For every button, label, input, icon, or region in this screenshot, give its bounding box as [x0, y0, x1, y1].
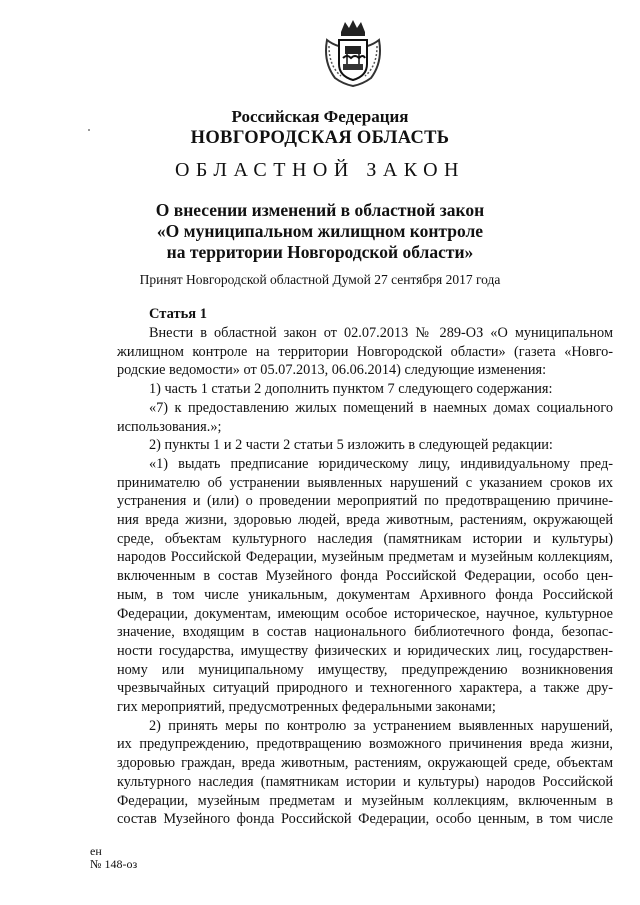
body-line: использования.»;	[117, 418, 222, 435]
body-line: ния вреда жизни, здоровью людей, вреда животным, растениям, окружающей	[117, 512, 613, 529]
body-line: состав Музейного фонда Российской Федерации, особо ценным, в том числе	[117, 811, 613, 828]
oblast-heading: НОВГОРОДСКАЯ ОБЛАСТЬ	[190, 128, 450, 148]
body-line: гих мероприятий, предусмотренных федеральными законами;	[117, 699, 496, 716]
body-line: жилищном контроле на территории Новгородской области» (газета «Новго-	[117, 343, 613, 360]
body-line: их предупреждению, предотвращению возможного причинения вреда жизни,	[117, 736, 613, 753]
body-line: «1) выдать предписание юридическому лицу, индивидуальному пред-	[149, 455, 613, 472]
law-title-line: «О муниципальном жилищном контроле	[156, 221, 484, 241]
article-heading: Статья 1	[149, 306, 207, 322]
body-line: «7) к предоставлению жилых помещений в наемных домах социального	[149, 399, 613, 416]
law-title-line: на территории Новгородской области»	[166, 242, 474, 262]
body-line: значение, входящим в состав национального библиотечного фонда, безопас-	[117, 624, 613, 641]
body-line: народов Российской Федерации, музейным предметам и музейным коллекциям,	[117, 549, 613, 566]
body-line: ности государства, имуществу физических и юридических лиц, государствен-	[117, 642, 613, 659]
law-type-heading: ОБЛАСТНОЙ ЗАКОН	[174, 159, 466, 181]
article-body	[117, 305, 613, 829]
body-line: родские ведомости» от 05.07.2013, 06.06.2014) следующие изменения:	[117, 362, 547, 379]
body-line: 2) принять меры по контролю за устранением выявленных нарушений,	[149, 717, 613, 734]
law-title	[0, 200, 640, 263]
body-line: Федерации, музейным предметам и музейным коллекциям, включенным в	[117, 792, 613, 809]
coat-of-arms-icon	[321, 18, 385, 88]
document-footer	[90, 845, 137, 871]
body-line: Внести в областной закон от 02.07.2013 № 289-ОЗ «О муниципальном	[149, 325, 613, 341]
body-line: ному или муниципальному имуществу, предупреждению возникновения	[117, 661, 613, 678]
adoption-note: Принят Новгородской областной Думой 27 сентября 2017 года	[139, 272, 501, 287]
body-line: среде, объектам культурного наследия (памятникам истории и культуры)	[117, 530, 613, 547]
body-line: Федерации, документам, имеющим особое историческое, научное, культурное	[117, 605, 613, 622]
body-line: устранения и (или) о проведении мероприятий по предотвращению причине-	[117, 493, 613, 510]
body-line: включенным в состав Музейного фонда Российской Федерации, особо цен-	[117, 568, 613, 585]
law-title-line: О внесении изменений в областной закон	[155, 200, 485, 220]
body-line: чрезвычайных ситуаций природного и техногенного характера, а также дру-	[117, 680, 613, 697]
footer-number: № 148-оз	[90, 857, 138, 871]
body-line: 1) часть 1 статьи 2 дополнить пунктом 7 следующего содержания:	[149, 381, 553, 398]
footer-initials: ен	[90, 844, 102, 858]
body-line: здоровью граждан, вреда животным, растениям, окружающей среде, объектам	[117, 755, 613, 772]
body-line: культурного наследия (памятникам истории и культуры) народов Российской	[117, 773, 613, 790]
body-line: 2) пункты 1 и 2 части 2 статьи 5 изложить в следующей редакции:	[149, 437, 553, 454]
federation-heading: Российская Федерация	[231, 107, 409, 126]
body-line: принимателю об устранении выявленных нарушений с указанием сроков их	[117, 474, 613, 491]
body-line: ным, в том числе уникальным, документам Архивного фонда Российской	[117, 586, 613, 603]
